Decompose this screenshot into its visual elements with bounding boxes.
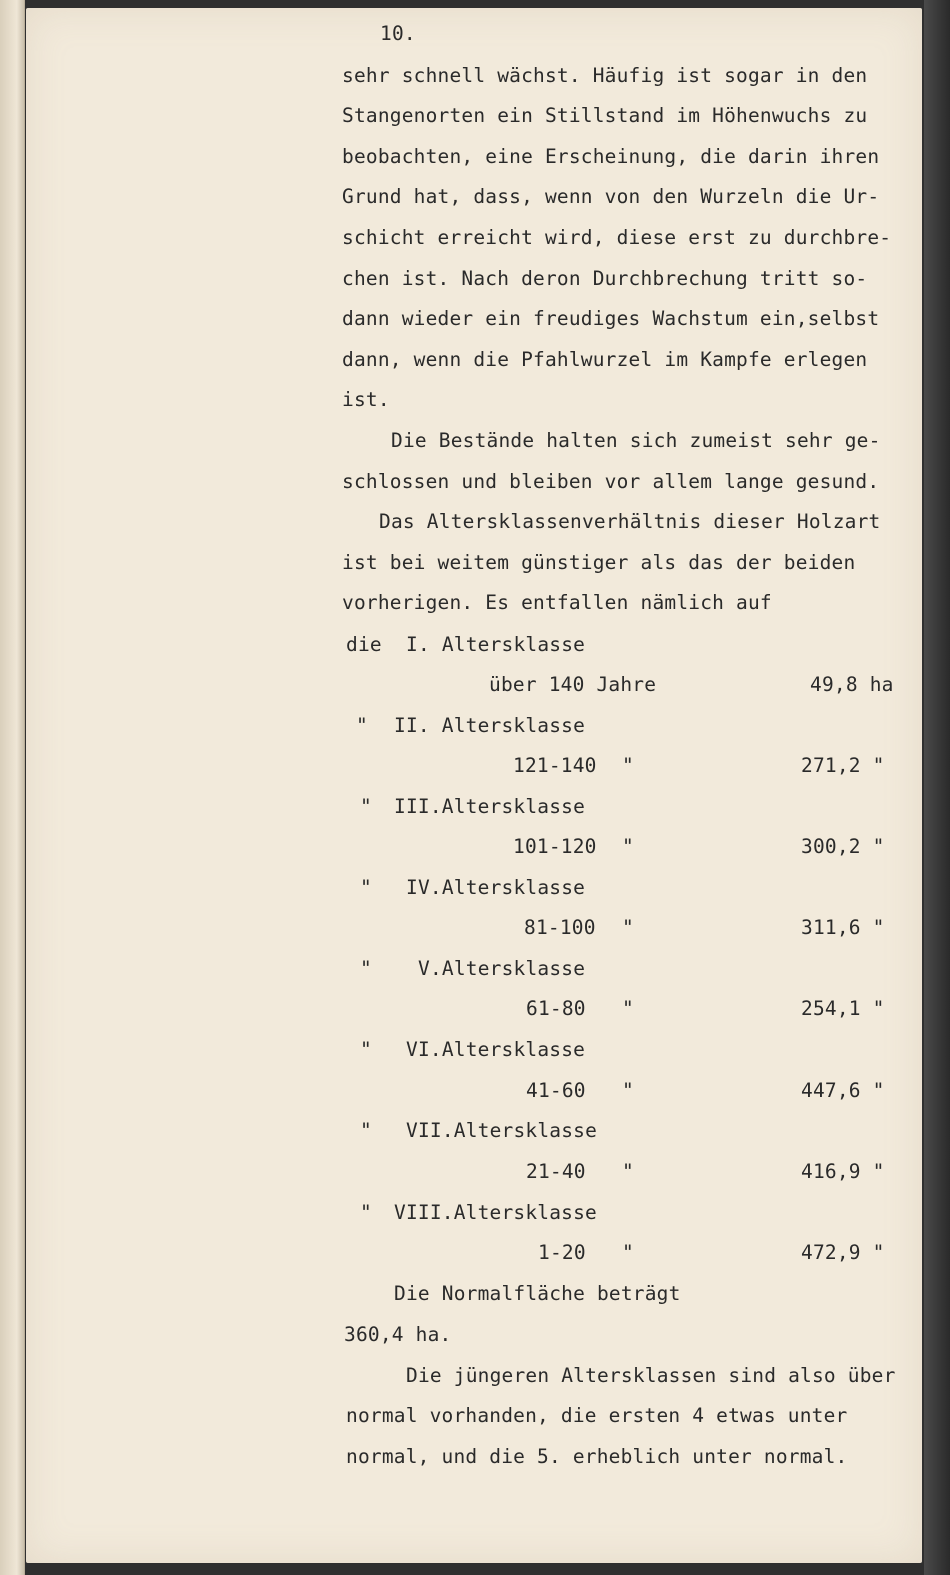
body-line: sehr schnell wächst. Häufig ist sogar in den <box>342 64 868 87</box>
age-class-range: über 140 Jahre <box>489 673 657 696</box>
age-class-range-ditto: " <box>622 997 634 1020</box>
age-class-ditto: " <box>360 795 372 818</box>
age-class-name: III.Altersklasse <box>394 795 586 818</box>
previous-page-edge <box>0 0 25 1575</box>
age-class-area: 49,8 ha <box>810 673 894 696</box>
body-line: schlossen und bleiben vor allem lange gesund. <box>342 470 880 493</box>
age-class-range: 1-20 <box>538 1241 586 1264</box>
body-line: dann, wenn die Pfahlwurzel im Kampfe erlegen <box>342 348 868 371</box>
age-class-range-ditto: " <box>622 754 634 777</box>
age-class-range: 61-80 <box>526 997 586 1020</box>
body-line: Die Bestände halten sich zumeist sehr ge- <box>391 429 881 452</box>
age-class-name: VI.Altersklasse <box>406 1038 586 1061</box>
age-class-name: VII.Altersklasse <box>406 1119 598 1142</box>
age-class-range-ditto: " <box>622 916 634 939</box>
age-class-ditto: " <box>360 1201 372 1224</box>
closing-line: Die jüngeren Altersklassen sind also über <box>406 1364 896 1387</box>
age-class-ditto: " <box>360 957 372 980</box>
age-class-range-ditto: " <box>622 1079 634 1102</box>
age-class-range: 101-120 <box>513 835 597 858</box>
age-class-range: 41-60 <box>526 1079 586 1102</box>
closing-line: normal, und die 5. erheblich unter normal. <box>346 1445 848 1468</box>
age-class-ditto: " <box>356 714 368 737</box>
body-line: schicht erreicht wird, diese erst zu durchbre- <box>342 226 892 249</box>
body-line: chen ist. Nach deron Durchbrechung tritt so- <box>342 267 868 290</box>
age-class-area: 271,2 " <box>801 754 885 777</box>
age-class-area: 416,9 " <box>801 1160 885 1183</box>
age-class-name: VIII.Altersklasse <box>394 1201 597 1224</box>
age-class-area: 472,9 " <box>801 1241 885 1264</box>
closing-line: 360,4 ha. <box>344 1323 452 1346</box>
age-class-range: 21-40 <box>526 1160 586 1183</box>
age-class-range-ditto: " <box>622 1241 634 1264</box>
body-line: vorherigen. Es entfallen nämlich auf <box>342 591 772 614</box>
age-class-range-ditto: " <box>622 835 634 858</box>
closing-line: Die Normalfläche beträgt <box>394 1282 681 1305</box>
age-class-range-ditto: " <box>622 1160 634 1183</box>
age-class-area: 254,1 " <box>801 997 885 1020</box>
age-class-ditto: " <box>360 1038 372 1061</box>
body-line: Stangenorten ein Stillstand im Höhenwuchs zu <box>342 104 868 127</box>
body-line: beobachten, eine Erscheinung, die darin ihren <box>342 145 880 168</box>
scan-background-strip <box>924 0 950 1575</box>
page-number: 10. <box>380 22 416 45</box>
age-class-ditto: " <box>360 876 372 899</box>
closing-line: normal vorhanden, die ersten 4 etwas unter <box>346 1404 848 1427</box>
age-class-name: I. Altersklasse <box>406 633 586 656</box>
body-line: dann wieder ein freudiges Wachstum ein,selbst <box>342 307 880 330</box>
age-class-range: 121-140 <box>513 754 597 777</box>
body-line: Grund hat, dass, wenn von den Wurzeln die Ur- <box>342 185 880 208</box>
age-class-area: 300,2 " <box>801 835 885 858</box>
age-class-name: IV.Altersklasse <box>406 876 586 899</box>
age-class-name: II. Altersklasse <box>394 714 586 737</box>
age-class-ditto: " <box>360 1119 372 1142</box>
typewritten-page <box>26 8 922 1563</box>
age-class-prefix: die <box>346 633 382 656</box>
age-class-area: 311,6 " <box>801 916 885 939</box>
body-line: ist bei weitem günstiger als das der beiden <box>342 551 856 574</box>
body-line: Das Altersklassenverhältnis dieser Holzart <box>379 510 881 533</box>
age-class-name: V.Altersklasse <box>418 957 586 980</box>
age-class-area: 447,6 " <box>801 1079 885 1102</box>
age-class-range: 81-100 <box>524 916 596 939</box>
body-line: ist. <box>342 388 390 411</box>
